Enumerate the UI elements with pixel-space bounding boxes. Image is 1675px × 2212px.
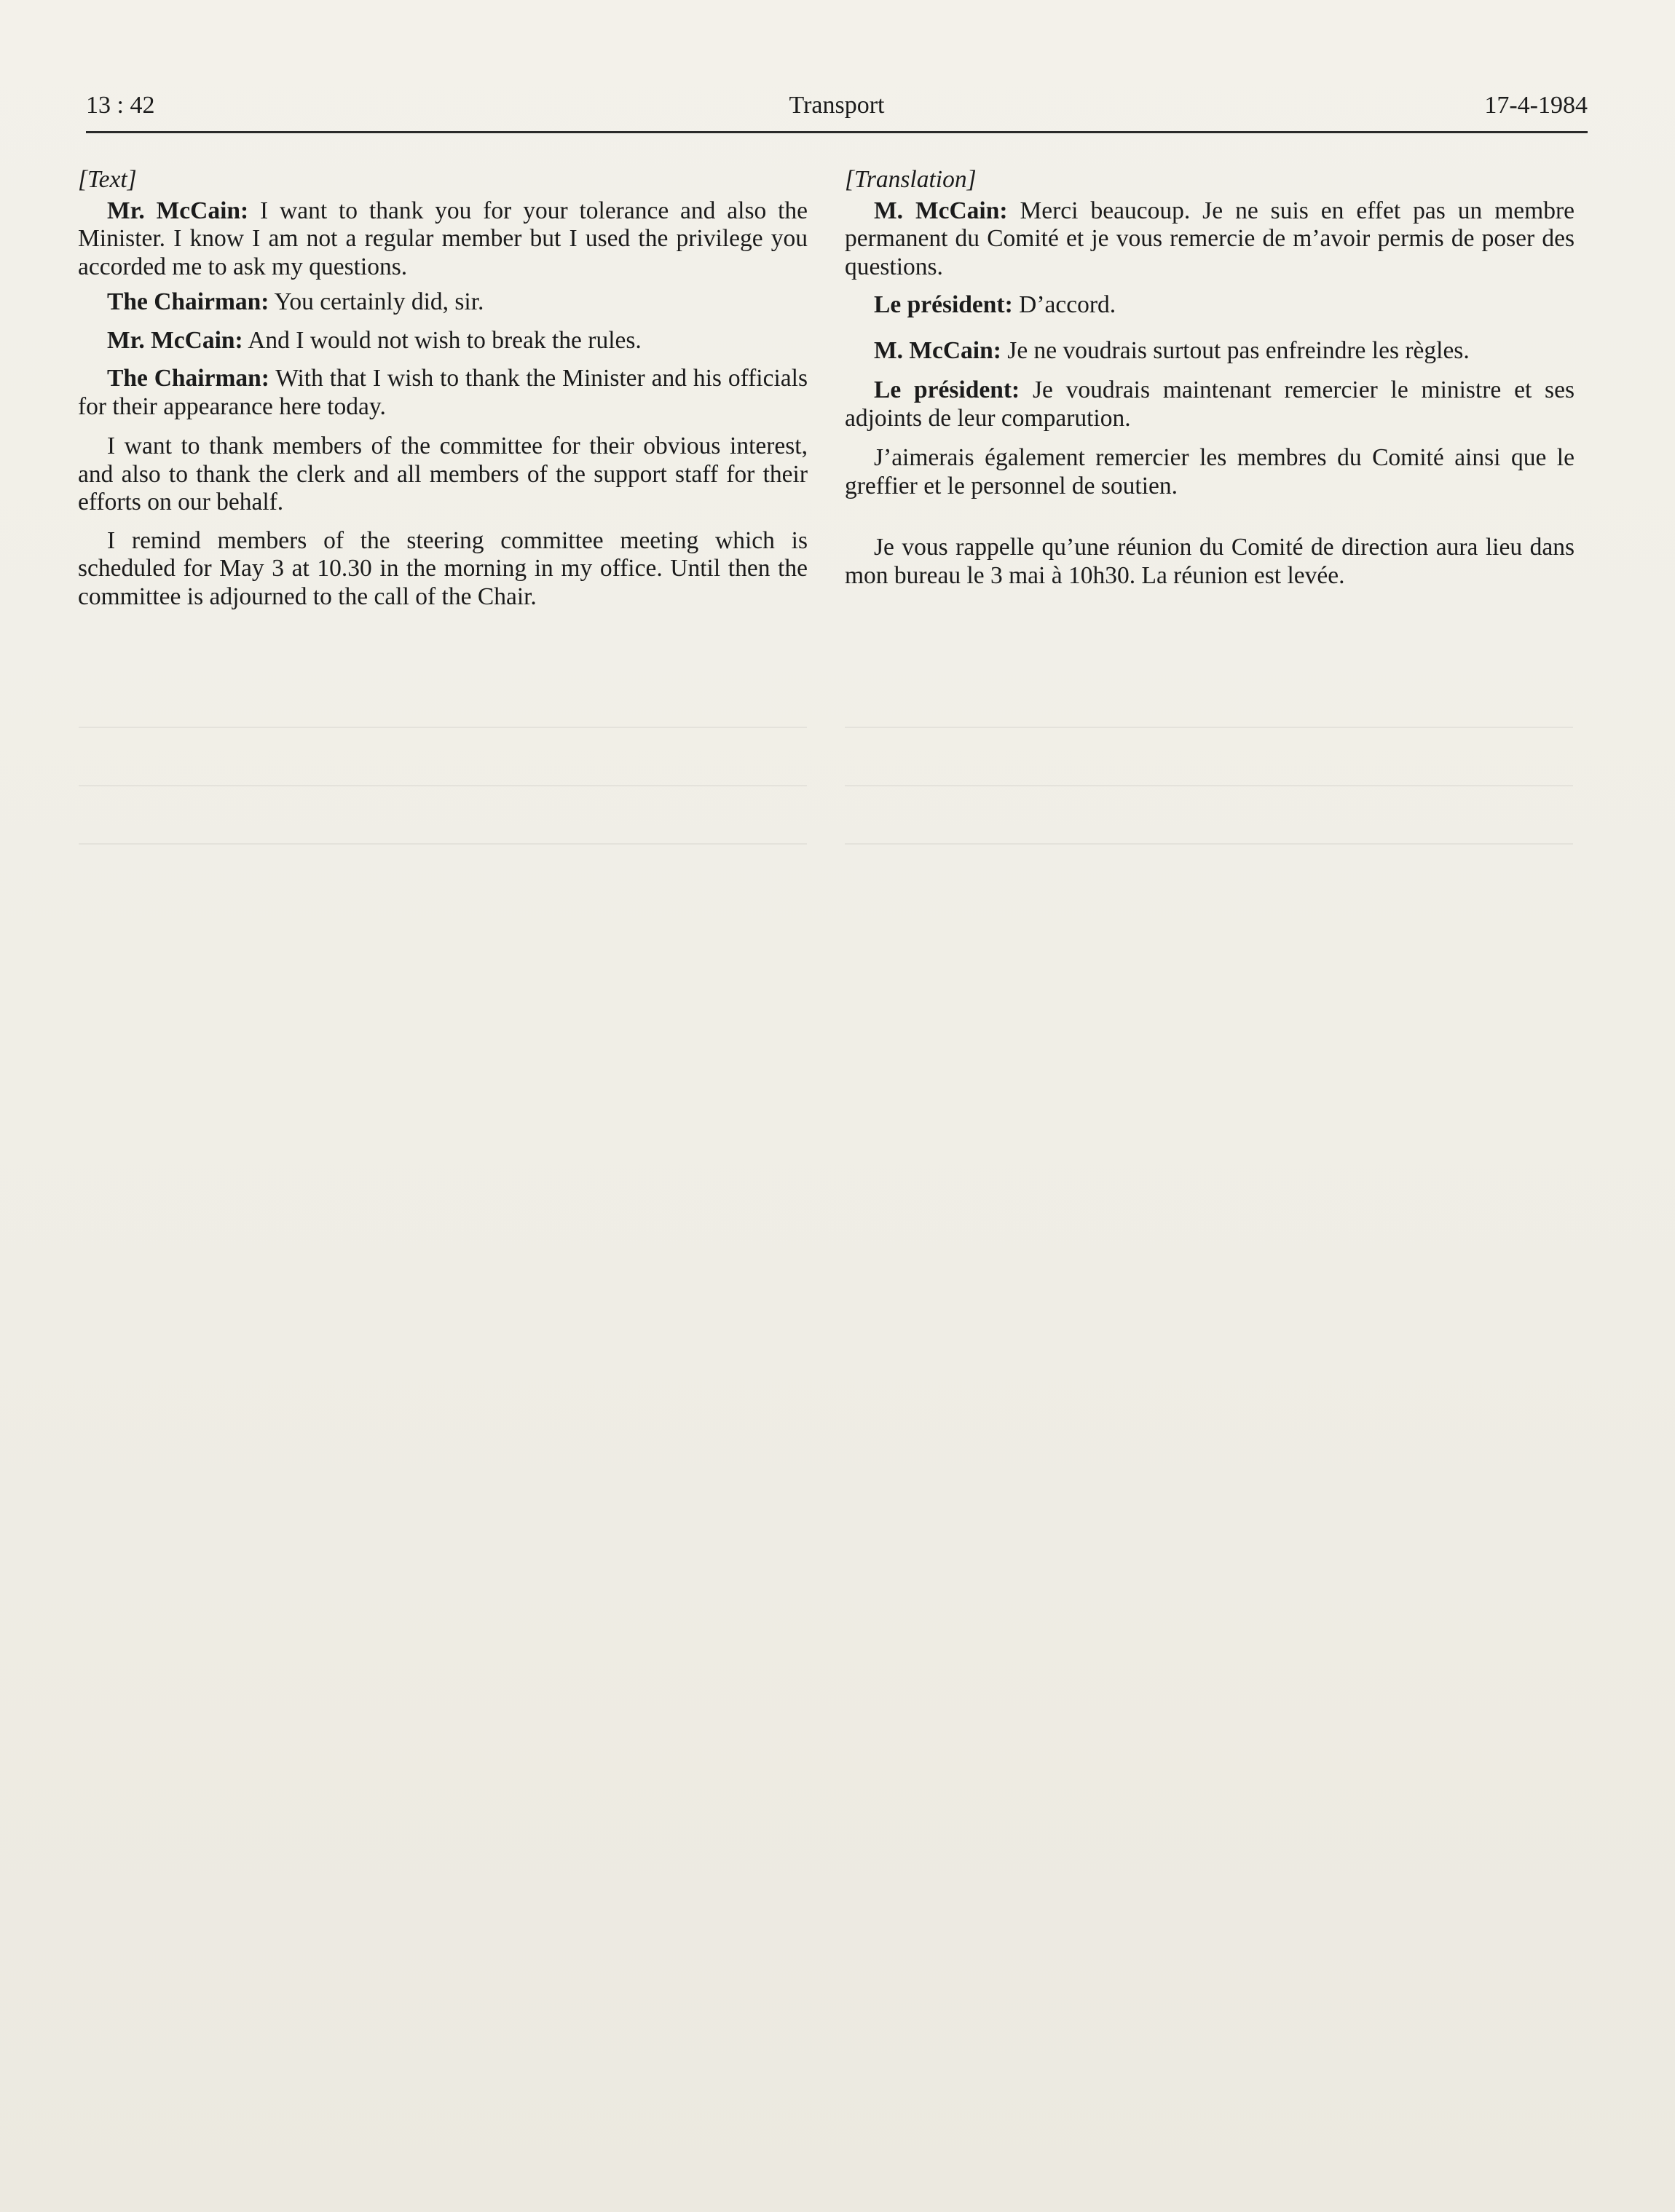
transcript-paragraph — [845, 376, 1574, 432]
speech-text: And I would not wish to break the rules. — [243, 326, 642, 354]
bleed-through-texture — [79, 699, 807, 874]
header-date: 17-4-1984 — [1484, 92, 1588, 119]
speech-text: You certainly did, sir. — [269, 288, 484, 315]
speech-text: I remind members of the steering committee meeting which is scheduled for May 3 at 10.30 in the morning in my office. Until then the committee is adjourned to the call of the Chair. — [78, 526, 808, 610]
speech-text: Je vous rappelle qu’une réunion du Comité de direction aura lieu dans mon bureau le 3 mai à 10h30. La réunion est levée. — [845, 534, 1574, 589]
transcript-paragraph — [78, 327, 808, 355]
speech-text: I want to thank you for your tolerance and also the Minister. I know I am not a regular member but I used the privilege you accorded me to ask my questions. — [78, 197, 808, 280]
language-label: [Text] — [78, 166, 137, 193]
page-number: 13 : 42 — [86, 92, 155, 119]
speech-text: Je ne voudrais surtout pas enfreindre les règles. — [1001, 336, 1470, 364]
speaker-name: The Chairman: — [107, 288, 269, 315]
speaker-name: Le président: — [874, 376, 1020, 403]
speaker-name: M. McCain: — [874, 197, 1008, 224]
transcript-paragraph — [845, 444, 1574, 500]
speech-text: J’aimerais également remercier les membres du Comité ainsi que le greffier et le personnel de soutien. — [845, 444, 1574, 499]
speaker-name: M. McCain: — [874, 336, 1001, 364]
speaker-name: Le président: — [874, 291, 1013, 318]
speaker-name: The Chairman: — [107, 365, 269, 392]
transcript-paragraph — [78, 365, 808, 421]
transcript-paragraph — [78, 288, 808, 317]
language-label: [Translation] — [845, 166, 977, 193]
speech-text: With that I wish to thank the Minister and his officials for their appearance here today. — [78, 365, 808, 420]
page-header — [86, 89, 1588, 133]
transcript-paragraph — [78, 197, 808, 282]
speech-text: I want to thank members of the committee for their obvious interest, and also to thank the clerk and all members of the support staff for their efforts on our behalf. — [78, 432, 808, 516]
transcript-paragraph — [845, 197, 1574, 282]
bleed-through-texture — [845, 699, 1573, 874]
english-column — [78, 166, 808, 611]
speech-text: Je voudrais maintenant remercier le ministre et ses adjoints de leur comparution. — [845, 376, 1574, 432]
transcript-paragraph — [78, 527, 808, 612]
speaker-name: Mr. McCain: — [107, 197, 249, 224]
speaker-name: Mr. McCain: — [107, 326, 243, 354]
speech-text: D’accord. — [1012, 291, 1116, 318]
transcript-paragraph — [78, 432, 808, 517]
running-title: Transport — [789, 92, 885, 119]
transcript-paragraph — [845, 337, 1574, 366]
transcript-paragraph — [845, 534, 1574, 590]
french-column — [845, 166, 1574, 590]
speech-text: Merci beaucoup. Je ne suis en effet pas un membre permanent du Comité et je vous remercie de m’avoir permis de poser des questions. — [845, 197, 1574, 280]
transcript-paragraph — [845, 291, 1574, 320]
